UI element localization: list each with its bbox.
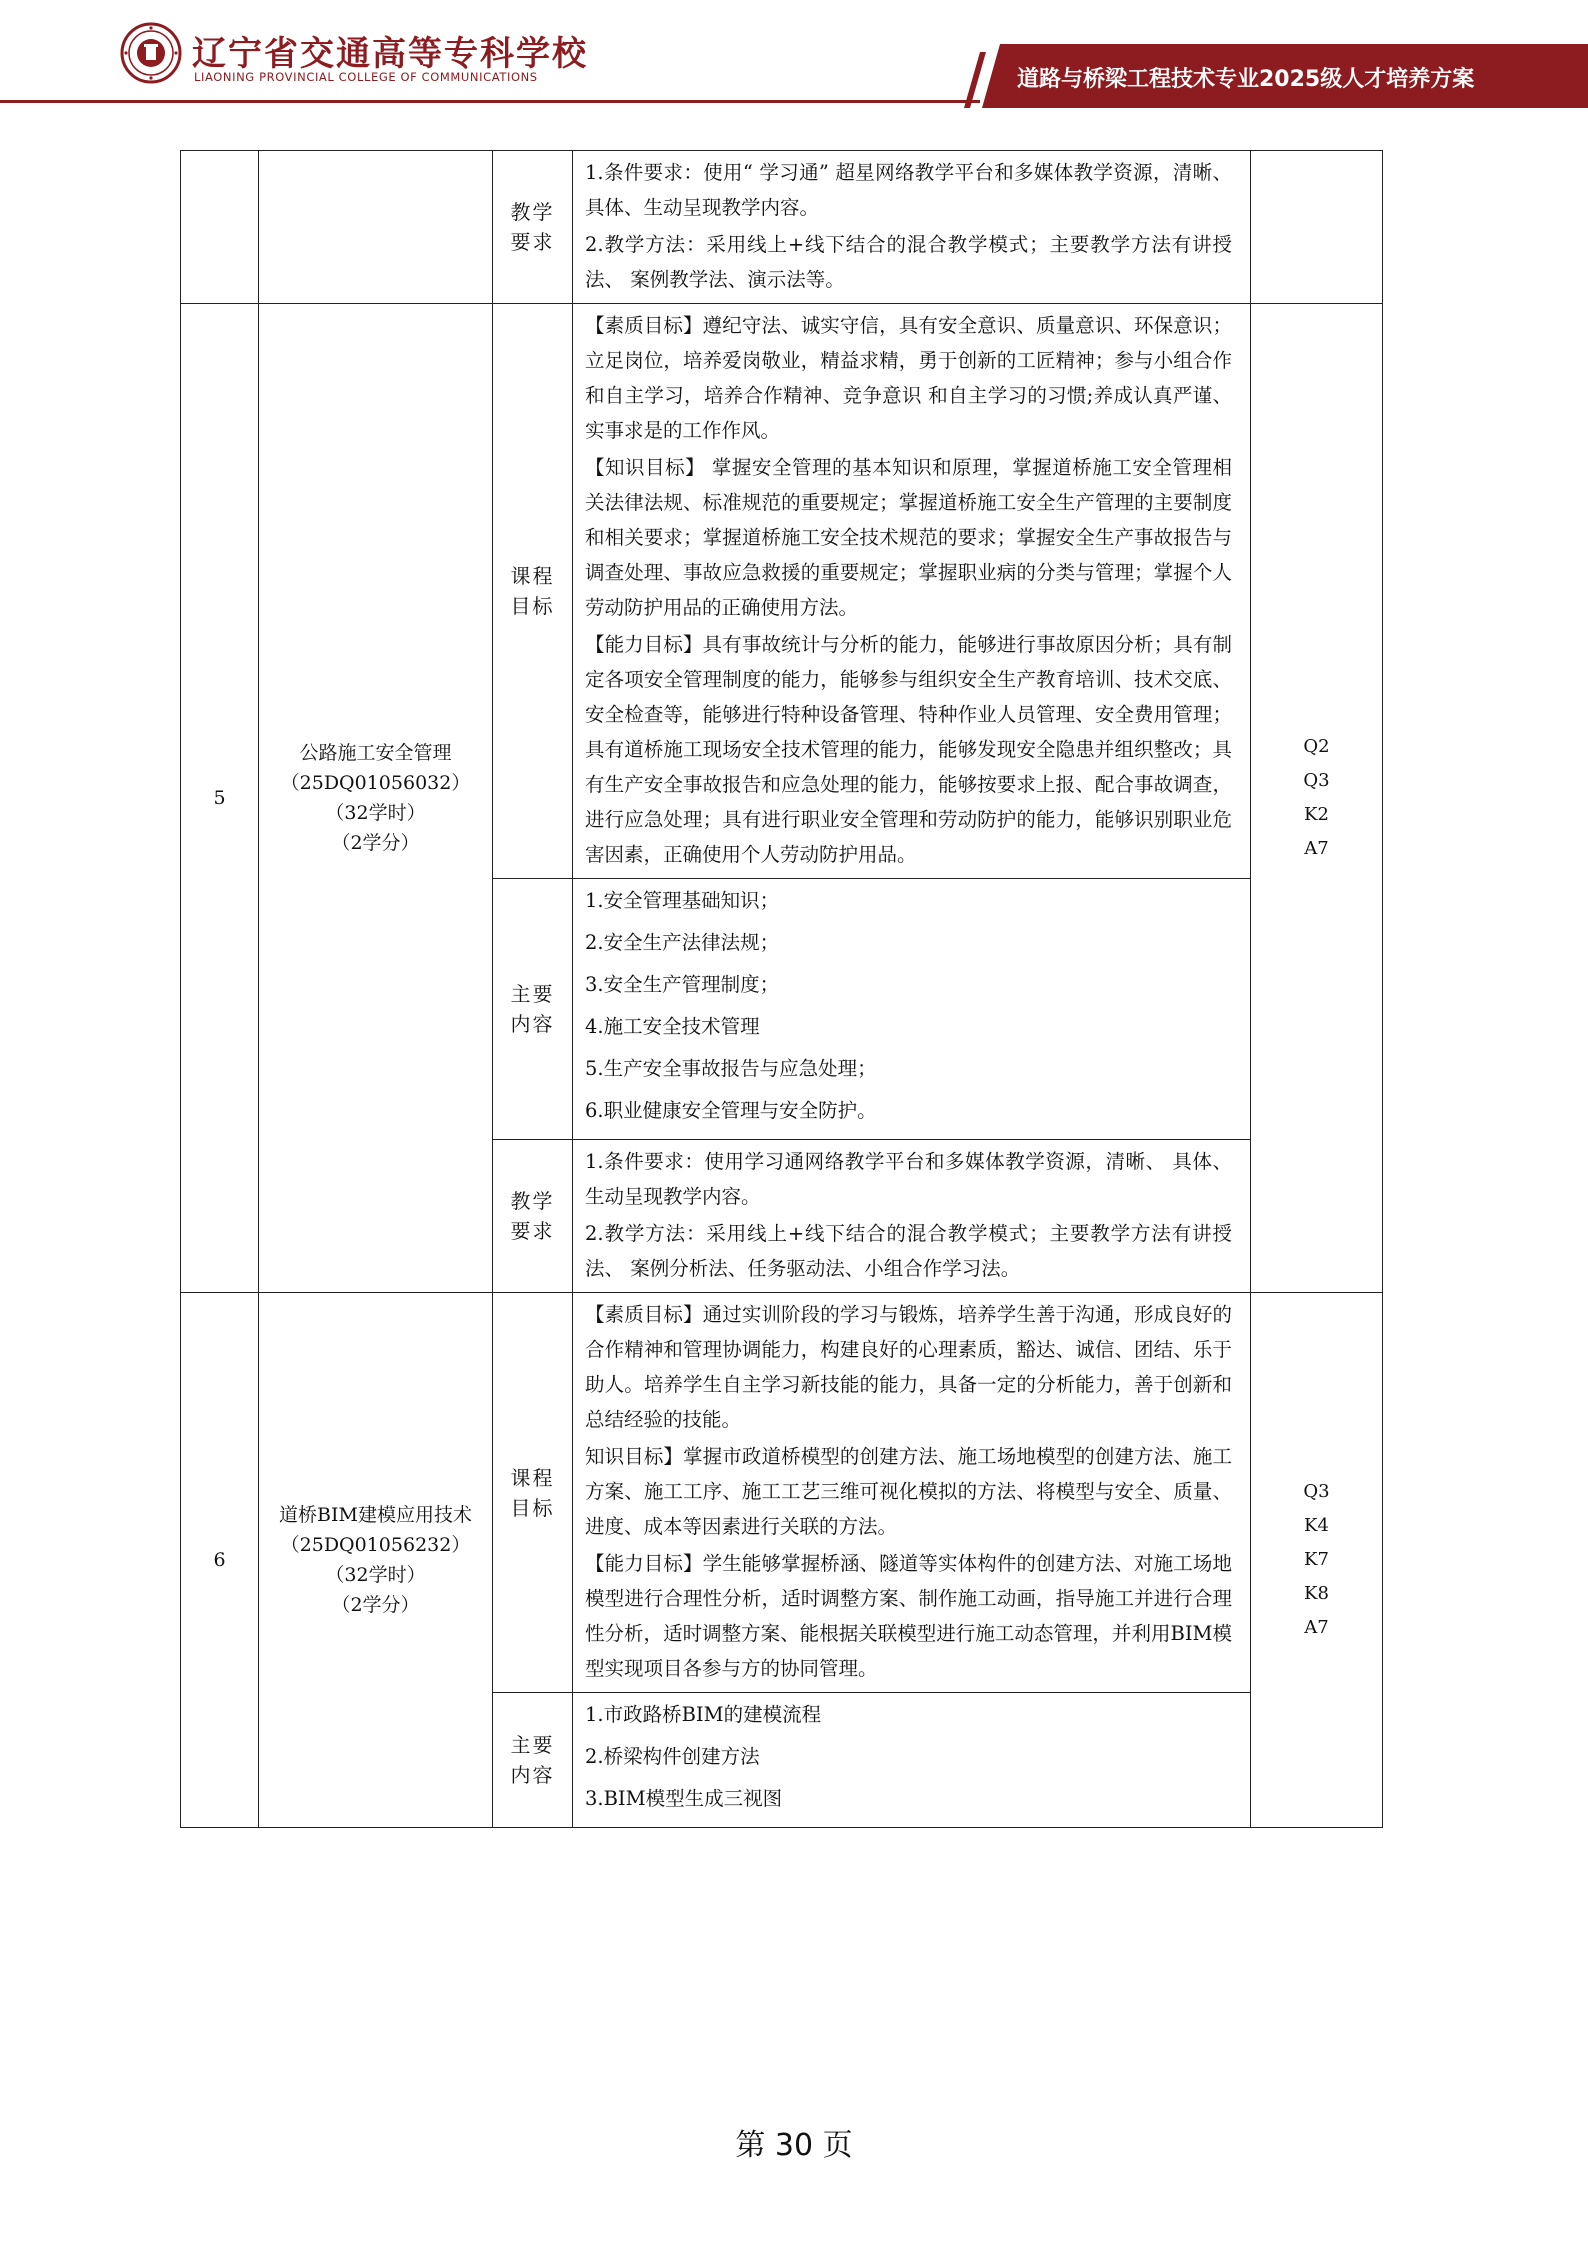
codes-cell [1251, 151, 1383, 304]
code: A7 [1304, 838, 1329, 859]
course-credits: （2学分） [331, 832, 420, 854]
page-header [0, 0, 1588, 110]
header-rule [0, 100, 980, 103]
course-hours: （32学时） [325, 1564, 426, 1586]
list-item: 4.施工安全技术管理 [585, 1015, 760, 1038]
paragraph: 2.教学方法：采用线上+线下结合的混合教学模式；主要教学方法有讲授法、 案例分析法、任务驱动法、小组合作学习法。 [585, 1222, 1232, 1280]
list-item: 5.生产安全事故报告与应急处理； [585, 1057, 877, 1080]
list-item: 6.职业健康安全管理与安全防护。 [585, 1099, 877, 1122]
course-goals [573, 304, 1251, 879]
code: Q2 [1303, 736, 1330, 757]
course-number: 5 [181, 304, 259, 1293]
code: Q3 [1303, 1481, 1330, 1502]
course-name-cell [259, 304, 493, 1293]
paragraph: 【素质目标】遵纪守法、诚实守信，具有安全意识、质量意识、环保意识；立足岗位，培养爱岗敬业，精益求精，勇于创新的工匠精神；参与小组合作和自主学习，培养合作精神、竞争意识 和自主学习的习惯;养成认真严谨、实事求是的工作作风。 [585, 314, 1232, 442]
course-credits: （2学分） [331, 1594, 420, 1616]
code: K4 [1304, 1515, 1329, 1536]
table-row [181, 304, 1383, 879]
table-row [181, 151, 1383, 304]
page-number: 第 30 页 [735, 2128, 853, 2163]
course-table [180, 150, 1383, 1828]
school-seal-icon [120, 22, 182, 84]
row-label: 教学要求 [493, 1140, 573, 1293]
code: K8 [1304, 1583, 1329, 1604]
paragraph: 知识目标】掌握市政道桥模型的创建方法、施工场地模型的创建方法、施工方案、施工工序、施工工艺三维可视化模拟的方法、将模型与安全、质量、进度、成本等因素进行关联的方法。 [585, 1445, 1232, 1538]
paragraph: 【能力目标】学生能够掌握桥涵、隧道等实体构件的创建方法、对施工场地模型进行合理性分析，适时调整方案、制作施工动画，指导施工并进行合理性分析，适时调整方案、能根据关联模型进行施工动态管理，并利用BIM模型实现项目各参与方的协同管理。 [585, 1552, 1232, 1680]
list-item: 2.桥梁构件创建方法 [585, 1745, 760, 1768]
paragraph: 【能力目标】具有事故统计与分析的能力，能够进行事故原因分析；具有制定各项安全管理制度的能力，能够参与组织安全生产教育培训、技术交底、安全检查等，能够进行特种设备管理、特种作业人员管理、安全费用管理；具有道桥施工现场安全技术管理的能力，能够发现安全隐患并组织整改；具有生产安全事故报告和应急处理的能力，能够按要求上报、配合事故调查，进行应急处理；具有进行职业安全管理和劳动防护的能力，能够识别职业危害因素，正确使用个人劳动防护用品。 [585, 633, 1232, 866]
course-goals [573, 1293, 1251, 1693]
main-content [573, 879, 1251, 1140]
code: K7 [1304, 1549, 1329, 1570]
school-name-en: LIAONING PROVINCIAL COLLEGE OF COMMUNICATIONS [194, 70, 538, 84]
row-label: 课程目标 [493, 1293, 573, 1693]
code: K2 [1304, 804, 1329, 825]
teaching-requirements [573, 1140, 1251, 1293]
list-item: 3.安全生产管理制度； [585, 973, 780, 996]
main-content [573, 1693, 1251, 1828]
code: Q3 [1303, 770, 1330, 791]
row-label: 教学要求 [493, 151, 573, 304]
paragraph: 1.条件要求：使用“ 学习通” 超星网络教学平台和多媒体教学资源，清晰、 具体、生动呈现教学内容。 [585, 161, 1232, 219]
row-label: 课程目标 [493, 304, 573, 879]
list-item: 2.安全生产法律法规； [585, 931, 780, 954]
row-label: 主要内容 [493, 1693, 573, 1828]
list-item: 3.BIM模型生成三视图 [585, 1787, 783, 1810]
course-code: （25DQ01056032） [280, 772, 471, 794]
table-row [181, 1293, 1383, 1693]
course-code: （25DQ01056232） [280, 1534, 471, 1556]
school-name-cn: 辽宁省交通高等专科学校 [192, 34, 588, 74]
teaching-requirements [573, 151, 1251, 304]
paragraph: 1.条件要求：使用学习通网络教学平台和多媒体教学资源，清晰、 具体、生动呈现教学内容。 [585, 1150, 1232, 1208]
course-cell [259, 151, 493, 304]
course-hours: （32学时） [325, 802, 426, 824]
list-item: 1.安全管理基础知识； [585, 889, 780, 912]
course-name: 道桥BIM建模应用技术 [279, 1504, 472, 1526]
course-name: 公路施工安全管理 [299, 742, 452, 764]
list-item: 1.市政路桥BIM的建模流程 [585, 1703, 822, 1726]
no-cell [181, 151, 259, 304]
document-title: 道路与桥梁工程技术专业2025级人才培养方案 [1017, 67, 1475, 92]
course-number: 6 [181, 1293, 259, 1828]
competency-codes [1251, 304, 1383, 1293]
paragraph: 2.教学方法：采用线上+线下结合的混合教学模式；主要教学方法有讲授法、 案例教学法、演示法等。 [585, 233, 1232, 291]
competency-codes [1251, 1293, 1383, 1828]
code: A7 [1304, 1617, 1329, 1638]
paragraph: 【素质目标】通过实训阶段的学习与锻炼，培养学生善于沟通，形成良好的合作精神和管理协调能力，构建良好的心理素质，豁达、诚信、团结、乐于助人。培养学生自主学习新技能的能力，具备一定的分析能力，善于创新和总结经验的技能。 [585, 1303, 1232, 1431]
course-name-cell [259, 1293, 493, 1828]
row-label: 主要内容 [493, 879, 573, 1140]
paragraph: 【知识目标】 掌握安全管理的基本知识和原理，掌握道桥施工安全管理相关法律法规、标准规范的重要规定；掌握道桥施工安全生产管理的主要制度和相关要求；掌握道桥施工安全技术规范的要求；掌握安全生产事故报告与调查处理、事故应急救援的重要规定；掌握职业病的分类与管理；掌握个人劳动防护用品的正确使用方法。 [585, 456, 1232, 619]
